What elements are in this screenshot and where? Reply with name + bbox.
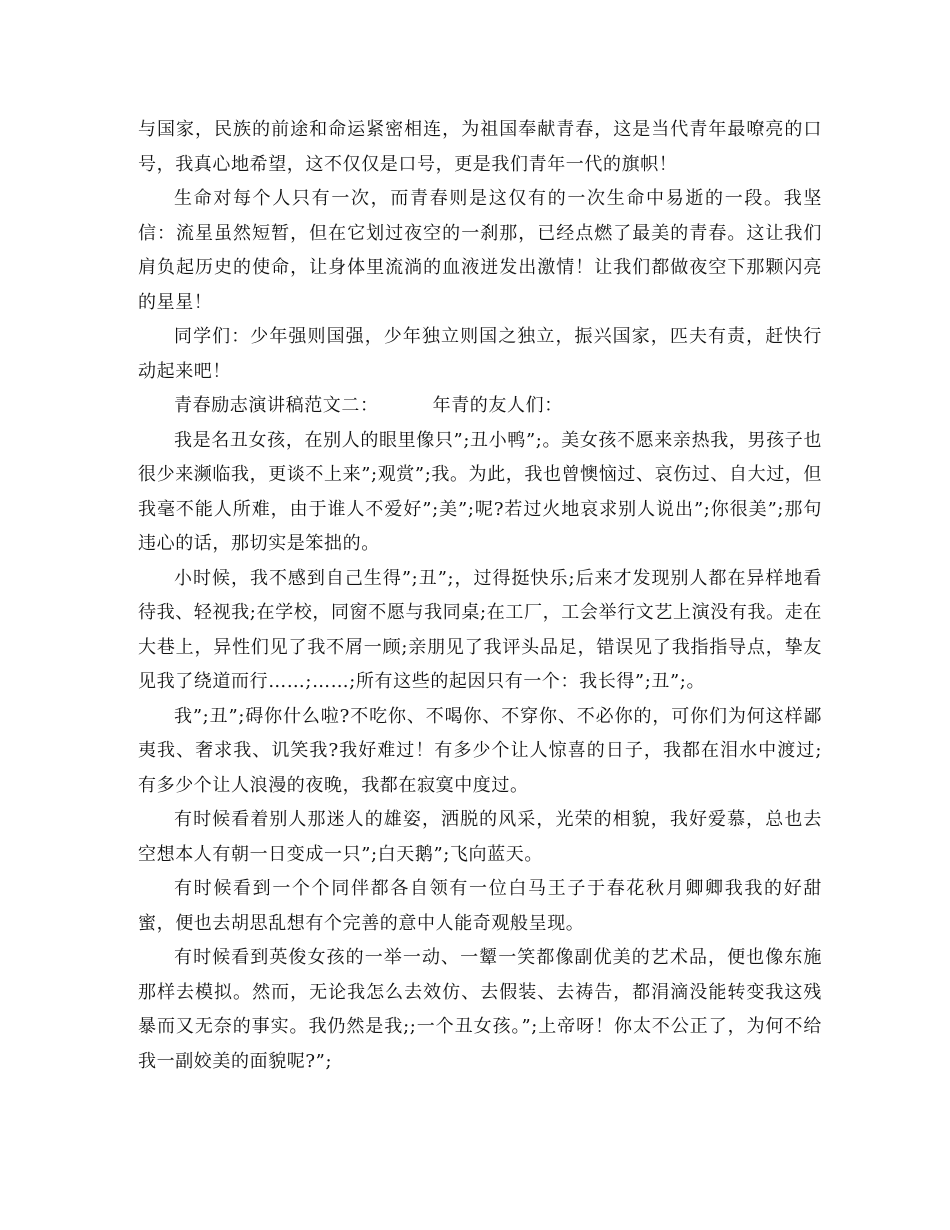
paragraph-9: 有时候看到英俊女孩的一举一动、一颦一笑都像副优美的艺术品，便也像东施那样去模拟。然而，无论我怎么去效仿、去假装、去祷告，都涓滴没能转变我这残暴而又无奈的事实。我仍然是我;;一个丑女孩。”;上帝呀！你太不公正了，为何不给我一副姣美的面貌呢?”; [138, 947, 822, 1072]
paragraph-3: 同学们：少年强则国强，少年独立则国之独立，振兴国家，匹夫有责，赶快行动起来吧！ [138, 326, 822, 382]
paragraph-7: 有时候看着别人那迷人的雄姿，洒脱的风采，光荣的相貌，我好爱慕，总也去空想本人有朝一日变成一只”;白天鹅”;飞向蓝天。 [138, 809, 822, 865]
paragraph-2: 生命对每个人只有一次，而青春则是这仅有的一次生命中易逝的一段。我坚信：流星虽然短暂，但在它划过夜空的一刹那，已经点燃了最美的青春。这让我们肩负起历史的使命，让身体里流淌的血液迸发出激情！让我们都做夜空下那颗闪亮的星星！ [138, 188, 822, 313]
paragraph-5: 小时候，我不感到自己生得”;丑”;，过得挺快乐;后来才发现别人都在异样地看待我、轻视我;在学校，同窗不愿与我同桌;在工厂，工会举行文艺上演没有我。走在大巷上，异性们见了我不屑一顾;亲朋见了我评头品足，错误见了我指指导点，挚友见我了绕道而行……;……;所有这些的起因只有一个：我长得”;丑”;。 [138, 567, 822, 692]
paragraph-8: 有时候看到一个个同伴都各自领有一位白马王子于春花秋月卿卿我我的好甜蜜，便也去胡思乱想有个完善的意中人能奇观般呈现。 [138, 878, 822, 934]
paragraph-1: 与国家，民族的前途和命运紧密相连，为祖国奉献青春，这是当代青年最嘹亮的口号，我真心地希望，这不仅仅是口号，更是我们青年一代的旗帜！ [138, 119, 822, 175]
section-title: 青春励志演讲稿范文二： [174, 395, 379, 416]
document-page [138, 113, 822, 1079]
paragraph-6: 我”;丑”;碍你什么啦?不吃你、不喝你、不穿你、不必你的，可你们为何这样鄙夷我、奢求我、讥笑我?我好难过！有多少个让人惊喜的日子，我都在泪水中渡过;有多少个让人浪漫的夜晚，我都在寂寞中度过。 [138, 705, 822, 796]
paragraph-4: 我是名丑女孩，在别人的眼里像只”;丑小鸭”;。美女孩不愿来亲热我，男孩子也很少来濒临我，更谈不上来”;观赏”;我。为此，我也曾懊恼过、哀伤过、自大过，但我毫不能人所难，由于谁人不爱好”;美”;呢?若过火地哀求别人说出”;你很美”;那句违心的话，那切实是笨拙的。 [138, 429, 822, 554]
salutation: 年青的友人们： [432, 395, 563, 416]
section-heading [138, 389, 822, 424]
